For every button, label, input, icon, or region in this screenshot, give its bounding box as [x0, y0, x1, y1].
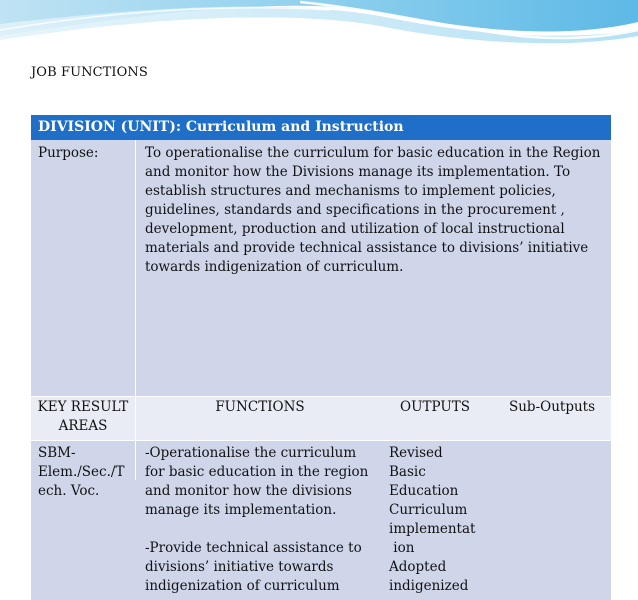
column-header-functions: FUNCTIONS: [215, 399, 305, 415]
job-functions-table: [31, 115, 611, 594]
column-header-sub-outputs: Sub-Outputs: [508, 399, 596, 415]
row-divider: [31, 440, 611, 441]
column-header-outputs: OUTPUTS: [400, 399, 470, 415]
outputs-cell: Revised Basic Education Curriculum implementat ion Adopted indigenized: [389, 445, 476, 594]
page-heading: JOB FUNCTIONS: [31, 65, 148, 80]
row-divider: [31, 396, 611, 397]
purpose-label: Purpose:: [38, 145, 99, 161]
division-title: DIVISION (UNIT): Curriculum and Instruction: [38, 119, 404, 135]
decorative-wave-banner: [0, 0, 638, 60]
functions-cell: -Operationalise the curriculum for basic education in the region and monitor how the divisions manage its implementation. -Provide technical assistance to divisions’ initiative towards indigenization of curriculum: [145, 445, 369, 594]
kra-cell: SBM- Elem./Sec./T ech. Voc.: [38, 445, 125, 499]
column-divider: [135, 140, 136, 480]
division-header-row: [31, 115, 611, 140]
purpose-text: To operationalise the curriculum for basic education in the Region and monitor how the Divisions manage its implementation. To establish structures and mechanisms to implement policies, guidelines, standards and specifications in the procurement , development, production and utilization of local instructional materials and provide technical assistance to divisions’ initiative towards indigenization of curriculum.: [145, 145, 601, 275]
column-header-key-result-areas: KEY RESULT AREAS: [37, 399, 129, 434]
